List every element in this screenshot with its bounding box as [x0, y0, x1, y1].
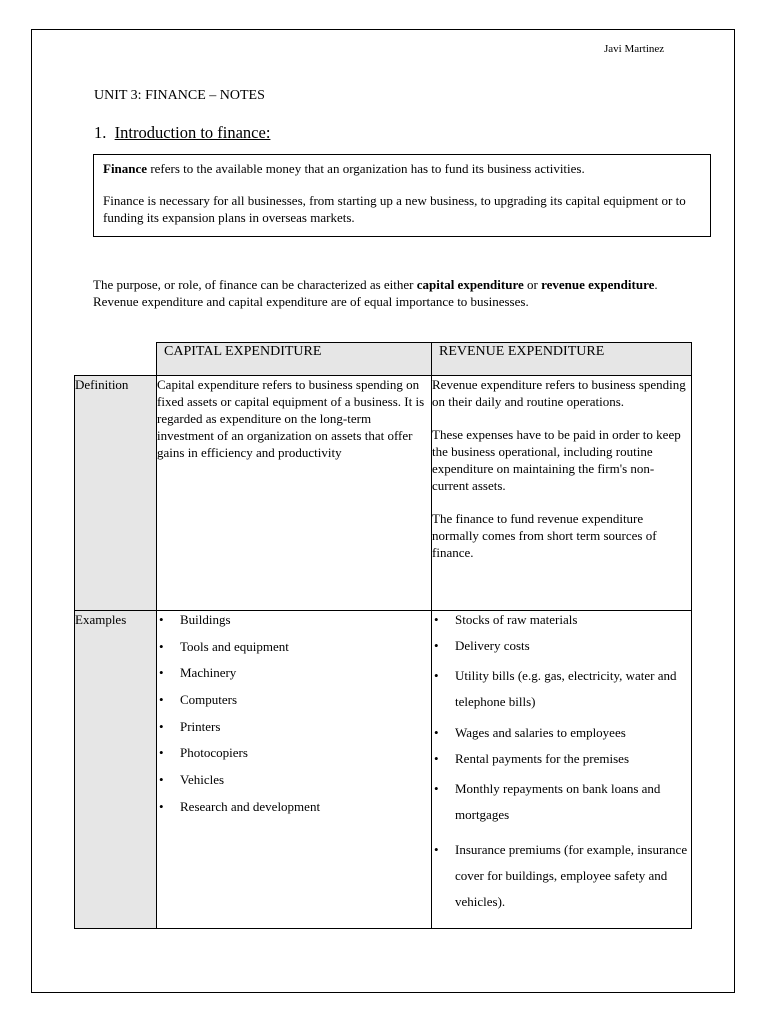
section-title: Introduction to finance: [114, 123, 271, 142]
author-name: Javi Martinez [604, 43, 665, 55]
table-corner-cell [75, 343, 157, 376]
list-item: • Tools and equipment [157, 638, 431, 665]
examples-label: Examples [75, 611, 157, 929]
list-item: • Photocopiers [157, 744, 431, 771]
table-row [75, 611, 692, 929]
list-item: • Utility bills (e.g. gas, electricity, water and telephone bills) [432, 663, 691, 715]
finance-definition-text: refers to the available money that an organization has to fund its business activities. [147, 161, 585, 176]
list-item: • Stocks of raw materials [432, 611, 691, 628]
list-item: • Insurance premiums (for example, insurance cover for buildings, employee safety and vehicles). [432, 837, 691, 915]
capital-examples-list [157, 611, 431, 825]
list-item: • Wages and salaries to employees [432, 724, 691, 741]
definition-label: Definition [75, 376, 157, 611]
expenditure-table [74, 342, 692, 929]
list-item: • Delivery costs [432, 637, 691, 654]
table-header-row [75, 343, 692, 376]
list-item: • Vehicles [157, 771, 431, 798]
purpose-revenue-term: revenue expenditure [541, 277, 655, 292]
definition-box [93, 154, 711, 237]
list-item: • Computers [157, 691, 431, 718]
purpose-text-3: . Revenue expenditure and capital expenditure are of equal importance to businesses. [93, 277, 658, 309]
revenue-definition-paragraph: These expenses have to be paid in order to keep the business operational, including routine expenditure on maintaining the firm's non-current assets. [432, 427, 681, 493]
revenue-examples-list [432, 611, 691, 915]
finance-necessity-paragraph: Finance is necessary for all businesses, from starting up a new business, to upgrading its capital equipment or to funding its expansion plans in overseas markets. [103, 193, 686, 225]
list-item: • Printers [157, 718, 431, 745]
capital-header: CAPITAL EXPENDITURE [157, 343, 432, 376]
capital-examples [157, 611, 432, 929]
purpose-text-2: or [523, 277, 542, 292]
list-item: • Research and development [157, 798, 431, 825]
section-number: 1. [94, 123, 107, 142]
purpose-text-1: The purpose, or role, of finance can be characterized as either [93, 277, 417, 292]
list-item: • Buildings [157, 611, 431, 638]
purpose-capital-term: capital expenditure [416, 277, 524, 292]
capital-definition [157, 376, 432, 611]
finance-definition [103, 160, 702, 177]
revenue-definition-paragraph: The finance to fund revenue expenditure normally comes from short term sources of finance. [432, 511, 657, 560]
revenue-definition [432, 376, 692, 611]
revenue-definition-paragraph: Revenue expenditure refers to business spending on their daily and routine operations. [432, 377, 686, 409]
revenue-examples [432, 611, 692, 929]
list-item: • Monthly repayments on bank loans and mortgages [432, 776, 691, 828]
list-item: • Rental payments for the premises [432, 750, 691, 767]
table-row [75, 376, 692, 611]
finance-term: Finance [103, 161, 148, 176]
section-heading [94, 123, 270, 143]
capital-definition-text: Capital expenditure refers to business spending on fixed assets or capital equipment of a business. It is regarded as expenditure on the long-term investment of an organization on assets that offer gains in efficiency and productivity [157, 377, 425, 460]
purpose-paragraph [93, 276, 683, 310]
list-item: • Machinery [157, 664, 431, 691]
unit-title: UNIT 3: FINANCE – NOTES [94, 88, 265, 103]
revenue-header: REVENUE EXPENDITURE [432, 343, 692, 376]
